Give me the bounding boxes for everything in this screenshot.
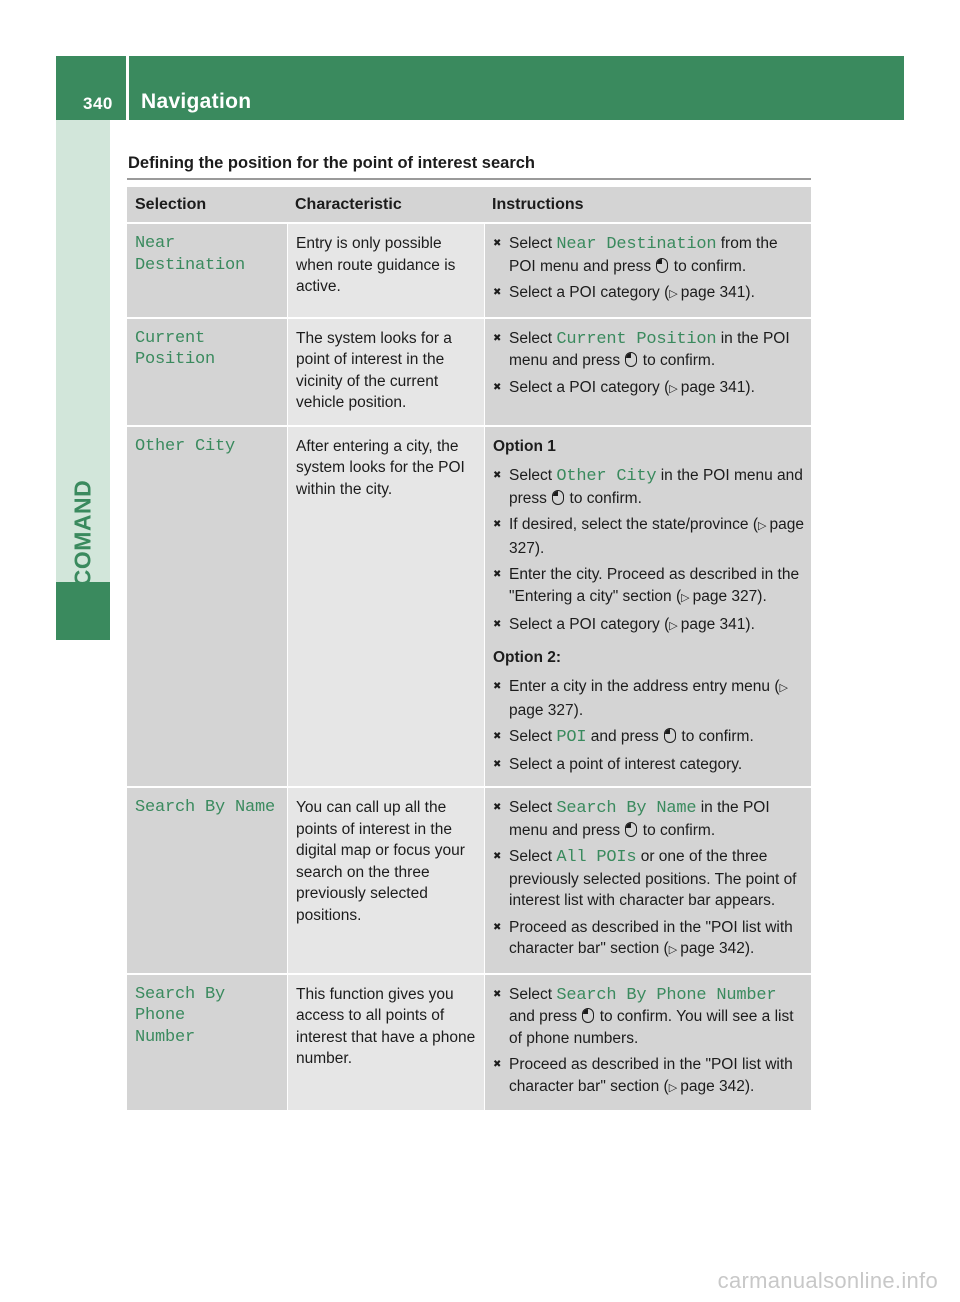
X-arrow-icon: ✖ <box>493 681 502 692</box>
page-reference: page 341 <box>680 616 746 633</box>
step-text: and press <box>509 1008 582 1025</box>
step-text: to confirm. You will see a list of phone numbers. <box>509 1008 794 1047</box>
step-text: Select <box>509 235 557 252</box>
step-text: to confirm. <box>677 728 754 745</box>
X-arrow-icon: ✖ <box>493 921 502 933</box>
instructions-cell <box>484 973 811 1111</box>
instruction-step <box>493 282 805 306</box>
instruction-step <box>493 797 805 841</box>
menu-item-name: Other City <box>556 467 657 486</box>
step-text: to confirm. <box>565 489 642 507</box>
X-arrow-icon: ✖ <box>493 758 502 770</box>
menu-item-name: Near Destination <box>556 235 717 254</box>
step-text: Select a POI category ( <box>509 616 670 633</box>
X-arrow-icon: ✖ <box>493 470 502 481</box>
step-text: Select a POI category ( <box>509 378 670 396</box>
controller-press-icon <box>656 258 668 273</box>
column-header-characteristic: Characteristic <box>287 187 484 222</box>
page-reference: page 341 <box>680 378 746 396</box>
page-reference: page 342 <box>680 940 745 957</box>
step-text: Select <box>509 848 557 865</box>
selection-name: Near <box>135 234 176 253</box>
X-arrow-icon: ✖ <box>493 619 502 630</box>
instruction-step <box>493 233 805 277</box>
step-text: to confirm. <box>638 352 716 369</box>
column-header-selection: Selection <box>127 187 287 222</box>
step-text: to confirm. <box>669 257 747 275</box>
step-text: ). <box>573 701 584 719</box>
instruction-step <box>493 465 805 509</box>
menu-item-name: Current Position <box>556 329 717 349</box>
page-reference: page 327 <box>692 587 758 605</box>
section-header: Navigation <box>129 56 904 120</box>
selection-cell <box>127 222 287 317</box>
selection-name: Current <box>135 328 206 348</box>
instructions-cell <box>484 786 811 973</box>
poi-position-table <box>127 187 811 1110</box>
menu-item-name: Search By Name <box>556 799 697 818</box>
step-text: in the POI menu and press <box>509 799 770 839</box>
watermark: carmanualsonline.info <box>717 1268 938 1293</box>
X-arrow-icon: ✖ <box>493 381 502 393</box>
table-row <box>127 425 811 787</box>
sidebar-label: COMAND <box>69 479 96 587</box>
section-title: Defining the position for the point of interest search <box>128 154 536 172</box>
step-text: ). <box>745 284 755 301</box>
table-row <box>127 222 811 317</box>
X-arrow-icon: ✖ <box>493 1059 502 1070</box>
selection-name: Other City <box>135 436 236 456</box>
controller-press-icon <box>625 352 637 367</box>
section-divider <box>127 178 811 180</box>
step-text: ). <box>534 539 545 557</box>
step-text: in the POI menu and press <box>509 329 790 369</box>
selection-cell <box>127 973 287 1111</box>
step-text: Select <box>509 467 557 484</box>
instruction-step <box>493 328 805 372</box>
table-header-row <box>127 187 811 222</box>
instruction-step <box>493 564 805 609</box>
selection-name: Number <box>135 1027 196 1047</box>
selection-cell <box>127 786 287 973</box>
step-text: ). <box>744 940 755 957</box>
characteristic-cell: You can call up all the points of interest in the digital map or focus your search on the three previously selected positions. <box>287 786 484 973</box>
triangle-ref-icon: ▷ <box>779 682 788 694</box>
instruction-step <box>493 917 805 962</box>
controller-press-icon <box>625 822 637 837</box>
X-arrow-icon: ✖ <box>493 851 502 862</box>
menu-item-name: All POIs <box>556 848 637 867</box>
X-arrow-icon: ✖ <box>493 802 502 813</box>
option-label: Option 1 <box>493 437 556 455</box>
selection-cell <box>127 425 287 787</box>
X-arrow-icon: ✖ <box>493 731 502 742</box>
page-reference: page 327 <box>509 516 804 557</box>
instruction-step <box>493 377 805 401</box>
step-text: from the POI menu and press <box>509 235 778 275</box>
X-arrow-icon: ✖ <box>493 238 502 249</box>
instruction-step <box>493 754 805 776</box>
characteristic-cell: After entering a city, the system looks for the POI within the city. <box>287 425 484 787</box>
page-reference: page 327 <box>509 701 574 719</box>
controller-press-icon <box>664 728 676 743</box>
triangle-ref-icon: ▷ <box>669 620 681 632</box>
characteristic-cell: Entry is only possible when route guidance is active. <box>287 222 484 317</box>
table-row <box>127 973 811 1111</box>
triangle-ref-icon: ▷ <box>757 520 770 532</box>
page-number: 340 <box>56 56 126 120</box>
step-text: ). <box>744 1077 755 1095</box>
controller-press-icon <box>582 1008 594 1023</box>
selection-name: Search By Name <box>135 798 276 817</box>
page-reference: page 342 <box>680 1077 745 1095</box>
step-text: Select <box>509 728 557 745</box>
characteristic-cell: This function gives you access to all points of interest that have a phone number. <box>287 973 484 1111</box>
column-header-instructions: Instructions <box>484 187 811 222</box>
step-text: Select a POI category ( <box>509 284 670 301</box>
instructions-cell <box>484 222 811 317</box>
instruction-step <box>493 984 805 1050</box>
X-arrow-icon: ✖ <box>493 332 502 344</box>
table-row <box>127 786 811 973</box>
step-text: ). <box>745 616 755 633</box>
triangle-ref-icon: ▷ <box>669 288 681 300</box>
X-arrow-icon: ✖ <box>493 287 502 298</box>
selection-name: Destination <box>135 255 246 275</box>
X-arrow-icon: ✖ <box>493 519 502 530</box>
instructions-cell <box>484 425 811 787</box>
selection-cell <box>127 317 287 425</box>
step-text: to confirm. <box>638 821 716 839</box>
triangle-ref-icon: ▷ <box>669 382 681 395</box>
table-row <box>127 317 811 425</box>
instruction-step <box>493 1054 805 1099</box>
instruction-step <box>493 614 805 638</box>
step-text: Enter the city. Proceed as described in the "Entering a city" section ( <box>509 566 800 605</box>
instruction-step <box>493 726 805 749</box>
instruction-step <box>493 676 805 721</box>
instruction-step <box>493 514 805 559</box>
selection-name: Search By Phone <box>135 984 226 1025</box>
page-reference: page 341 <box>680 284 746 301</box>
sidebar-tab-marker <box>56 582 110 640</box>
triangle-ref-icon: ▷ <box>668 944 681 956</box>
controller-press-icon <box>552 490 564 505</box>
selection-name: Position <box>135 350 216 369</box>
step-text: Proceed as described in the "POI list with character bar" section ( <box>509 918 793 957</box>
step-text: or one of the three previously selected positions. The point of interest list with character bar appears. <box>509 848 797 909</box>
step-text: ). <box>757 587 767 605</box>
characteristic-cell: The system looks for a point of interest in the vicinity of the current vehicle position. <box>287 317 484 425</box>
X-arrow-icon: ✖ <box>493 988 502 1000</box>
step-text: ). <box>745 378 755 396</box>
step-text: Select <box>509 329 557 347</box>
step-text: and press <box>586 728 664 745</box>
menu-item-name: POI <box>556 728 587 747</box>
step-text: Enter a city in the address entry menu ( <box>509 678 780 695</box>
triangle-ref-icon: ▷ <box>681 591 693 604</box>
instructions-cell <box>484 317 811 425</box>
menu-item-name: Search By Phone Number <box>556 985 777 1005</box>
X-arrow-icon: ✖ <box>493 569 502 580</box>
step-text: in the POI menu and press <box>509 467 803 507</box>
step-text: Select a point of interest category. <box>509 755 743 773</box>
step-text: If desired, select the state/province ( <box>509 516 758 533</box>
option-label: Option 2: <box>493 648 562 666</box>
step-text: Select <box>509 799 557 816</box>
step-text: Proceed as described in the "POI list with character bar" section ( <box>509 1056 793 1095</box>
instruction-step <box>493 846 805 912</box>
triangle-ref-icon: ▷ <box>668 1081 681 1094</box>
step-text: Select <box>509 985 557 1003</box>
